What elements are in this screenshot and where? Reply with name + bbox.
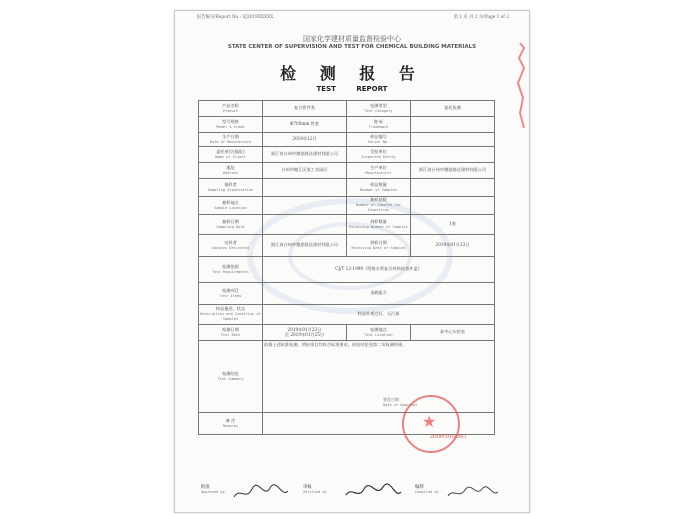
field-label: 检测依据 Test Requirements: [199, 257, 263, 283]
field-value: [263, 179, 347, 197]
field-label: 抽样地点 Sample Location: [199, 197, 263, 215]
summary-cell: [263, 341, 495, 413]
institution-name-cn: 国家化学建材质量监督检验中心: [303, 35, 401, 43]
report-title-en-2: REPORT: [356, 85, 388, 93]
field-value: 台州市椒江区某工业园区: [263, 163, 347, 179]
table-row: [199, 257, 495, 283]
field-value: 承载能力: [263, 283, 495, 305]
summary-text: 依据上述标准检测，所检项目均符合标准要求，检验结论见第二页检测结果。: [264, 342, 407, 347]
verifier-signature-icon: [343, 483, 403, 503]
red-seal-edge-icon: [512, 38, 526, 138]
field-value: 浙江省台州中德思路达建材有限公司: [411, 163, 495, 179]
table-row: [199, 117, 495, 133]
report-title-cn: 检 测 报 告: [280, 64, 424, 83]
table-row: [199, 147, 495, 163]
field-value: Φ700mm 管套: [263, 117, 347, 133]
field-value: 2019年01月23日 至 2019年01月25日: [263, 325, 347, 341]
field-label: 检测类型 Test Category: [347, 101, 411, 117]
approver-signature-icon: [230, 483, 290, 503]
approved-label: 批准 Approved by: [201, 485, 225, 494]
field-label: 抽样日期 Sampling Date: [199, 215, 263, 235]
field-label: 样品描述、状态 Description and Condition of Samples: [199, 305, 263, 325]
field-label: 商 标 Trademark: [347, 117, 411, 133]
field-value: [411, 133, 495, 147]
field-label: 抽样者 Sampling Organization: [199, 179, 263, 197]
field-label: 到样数量 Receiving Number of Samples: [347, 215, 411, 235]
issue-date-label: 签发日期 Date of Approval: [383, 397, 418, 408]
report-number: 报告编号/Report No.: SJ2019XXXXX: [197, 15, 274, 20]
issue-date-value: 2019年01月28日: [430, 435, 467, 440]
field-label: 样品数量 Number of Samples: [347, 179, 411, 197]
report-title-en: [175, 85, 529, 93]
field-label: 备 注 Remarks: [199, 413, 263, 435]
table-row: [199, 283, 495, 305]
compiler-signature-icon: [445, 483, 500, 503]
field-label: 受检单位 Inspected Entity: [347, 147, 411, 163]
compiled-label: 编制 Compiled by: [415, 485, 439, 494]
field-label: 生产日期 Date of Manufacture: [199, 133, 263, 147]
field-value: [411, 117, 495, 133]
field-label: 检测项目 Test Items: [199, 283, 263, 305]
verified-label: 审核 Verified by: [303, 485, 327, 494]
field-label: 委托单位(地址) Name of Client: [199, 147, 263, 163]
field-value: 1套: [411, 215, 495, 235]
field-value: 浙江省台州中德思路达建材有限公司: [263, 235, 347, 257]
table-row: [199, 235, 495, 257]
field-label: 抽样基数 Number of Samples for Inspection: [347, 197, 411, 215]
field-label: 到样日期 Receiving Date of Samples: [347, 235, 411, 257]
field-value: 2019年01月23日: [411, 235, 495, 257]
field-value: [411, 179, 495, 197]
field-value: [263, 197, 347, 215]
table-row: [199, 197, 495, 215]
field-value: 样品外观完好、无污损: [263, 305, 495, 325]
table-row: [199, 325, 495, 341]
field-label: 生产单位 Manufacturer: [347, 163, 411, 179]
table-row: [199, 101, 495, 117]
table-row: [199, 133, 495, 147]
table-row: [199, 179, 495, 197]
field-label: 产品名称 Product: [199, 101, 263, 117]
field-label: 地址 Address: [199, 163, 263, 179]
field-value: [411, 197, 495, 215]
field-value: 本中心实验室: [411, 325, 495, 341]
field-value: CJ/T 12-1999《给排水管复合材料检查井盖》: [263, 257, 495, 283]
field-value: 2019年12月: [263, 133, 347, 147]
field-label: 型号规格 Model & Grade: [199, 117, 263, 133]
report-title-en-1: TEST: [316, 85, 336, 93]
field-label: 检测日期 Test Date: [199, 325, 263, 341]
field-value: 复合管件类: [263, 101, 347, 117]
field-value: [263, 215, 347, 235]
report-table: [198, 100, 495, 435]
table-row: [199, 215, 495, 235]
table-row: [199, 305, 495, 325]
report-page: [174, 10, 530, 513]
institution-name-en: STATE CENTER OF SUPERVISION AND TEST FOR CHEMICAL BUILDING MATERIALS: [227, 44, 477, 50]
page-number: 第 1 页 共 2 页/Page 1 of 2: [453, 15, 509, 20]
field-label: 样品编号 Serial No.: [347, 133, 411, 147]
field-value: 委托检测: [411, 101, 495, 117]
field-label: 检测结论 Test Summary: [199, 341, 263, 413]
field-value: 浙江省台州中德思路达建材有限公司: [263, 147, 347, 163]
table-row: [199, 163, 495, 179]
field-label: 检测地点 Test Location: [347, 325, 411, 341]
official-seal: ★: [402, 395, 460, 453]
field-label: 送样者 Samples Delivered: [199, 235, 263, 257]
field-value: [411, 147, 495, 163]
